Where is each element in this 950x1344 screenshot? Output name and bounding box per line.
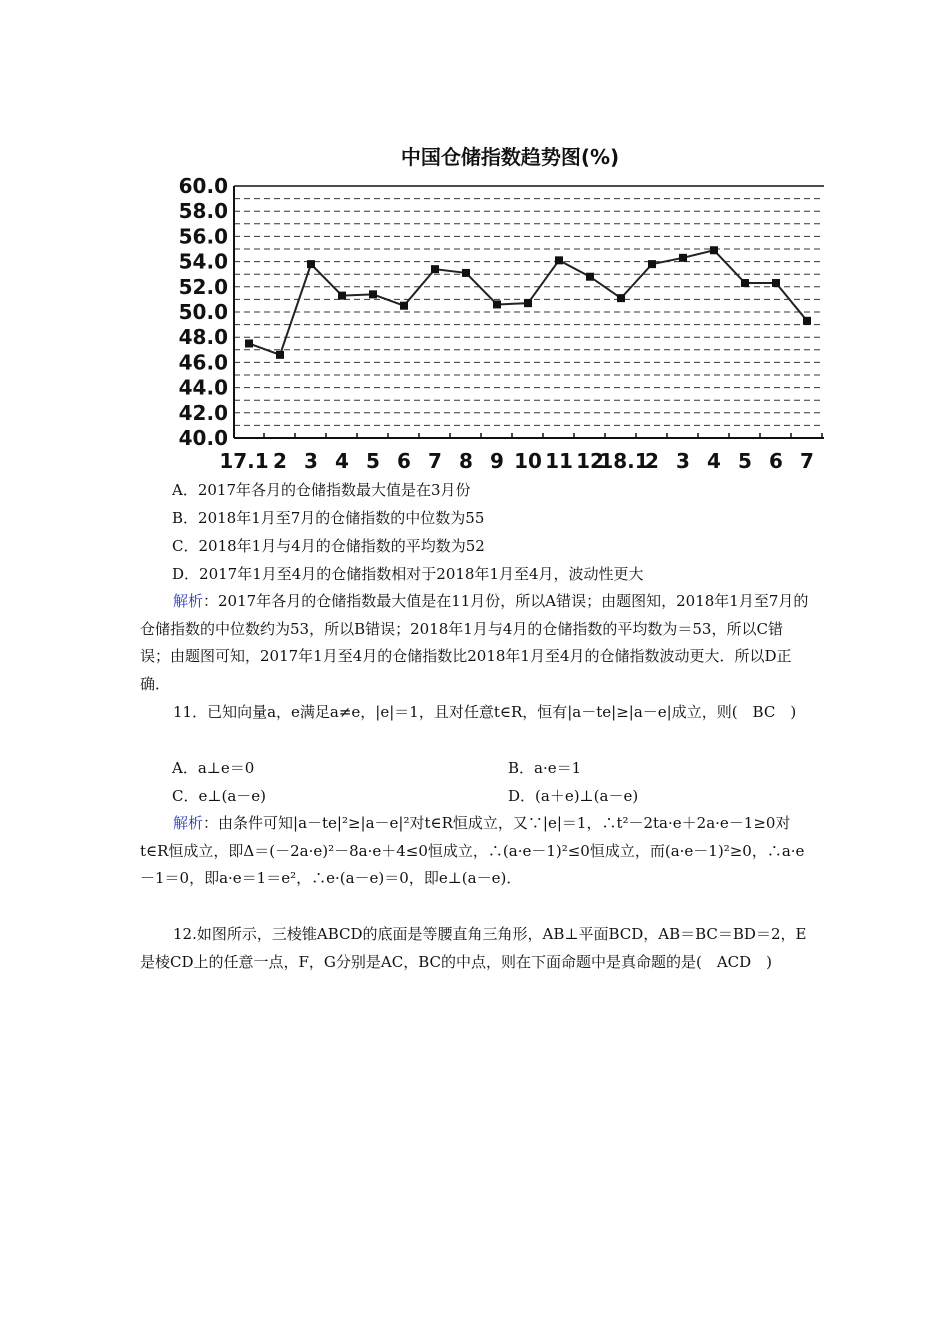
y-tick-label: 58.0	[178, 199, 228, 224]
data-point	[462, 269, 470, 277]
q11-option-c: C．e⊥(a－e)	[172, 787, 266, 805]
y-tick-label: 44.0	[178, 375, 228, 400]
y-tick-label: 52.0	[178, 274, 228, 299]
data-point	[679, 254, 687, 262]
x-tick-label: 9	[490, 449, 504, 473]
data-point	[710, 246, 718, 254]
data-point	[524, 299, 532, 307]
question-11: 11．已知向量a，e满足a≠e，|e|＝1，且对任意t∈R，恒有|a－te|≥|a－e|成立，则( BC )	[173, 703, 797, 721]
data-point	[803, 317, 811, 325]
x-tick-label: 7	[428, 449, 442, 473]
data-point	[431, 265, 439, 273]
y-tick-label: 54.0	[178, 249, 228, 274]
solution-11-text: ：由条件可知|a－te|²≥|a－e|²对t∈R恒成立，又∵|e|＝1，∴t²－2ta·e＋2a·e－1≥0对t∈R恒成立，即Δ＝(－2a·e)²－8a·e＋4≤0恒成立，∴(a·e－1)²≤0恒成立，而(a·e－1)²≥0，∴a·e－1＝0，即a·e＝1＝e²，∴e·(a－e)＝0，即e⊥(a－e)．	[140, 814, 805, 887]
x-tick-label: 5	[738, 449, 752, 473]
option-d: D．2017年1月至4月的仓储指数相对于2018年1月至4月，波动性更大	[172, 565, 644, 583]
x-tick-label: 6	[397, 449, 411, 473]
data-point	[307, 260, 315, 268]
y-tick-label: 48.0	[178, 325, 228, 350]
data-point	[276, 351, 284, 359]
data-point	[648, 260, 656, 268]
solution-label: 解析	[173, 592, 204, 610]
question-12: 12.如图所示，三棱锥ABCD的底面是等腰直角三角形，AB⊥平面BCD，AB＝BC＝BD＝2，E是棱CD上的任意一点，F，G分别是AC，BC的中点，则在下面命题中是真命题的是( ACD )	[140, 925, 807, 971]
x-tick-label: 11	[545, 449, 573, 473]
x-tick-label: 17.1	[219, 449, 269, 473]
y-tick-label: 50.0	[178, 300, 228, 324]
x-tick-label: 2	[645, 449, 659, 473]
x-tick-label: 5	[366, 449, 380, 473]
q11-option-b: B．a·e＝1	[508, 759, 582, 777]
x-tick-label: 12	[576, 449, 604, 473]
y-tick-label: 60.0	[178, 174, 228, 198]
x-tick-label: 4	[707, 449, 721, 473]
x-tick-label: 7	[800, 449, 814, 473]
data-point	[338, 292, 346, 300]
x-tick-label: 3	[304, 449, 318, 473]
y-tick-label: 42.0	[178, 400, 228, 425]
x-tick-label: 10	[514, 449, 542, 473]
option-a: A．2017年各月的仓储指数最大值是在3月份	[172, 481, 471, 499]
option-c: C．2018年1月与4月的仓储指数的平均数为52	[172, 537, 485, 555]
data-point	[400, 302, 408, 310]
q11-option-d: D．(a＋e)⊥(a－e)	[508, 787, 639, 805]
data-point	[369, 290, 377, 298]
y-tick-label: 46.0	[178, 350, 228, 375]
x-tick-label: 2	[273, 449, 287, 473]
data-point	[772, 279, 780, 287]
data-point	[555, 256, 563, 264]
y-tick-label: 56.0	[178, 224, 228, 249]
option-b: B．2018年1月至7月的仓储指数的中位数为55	[172, 509, 485, 527]
data-point	[245, 340, 253, 348]
x-tick-labels	[219, 449, 814, 473]
x-tick-label: 8	[459, 449, 473, 473]
data-point	[741, 279, 749, 287]
solution-10-text: ：2017年各月的仓储指数最大值是在11月份，所以A错误；由题图知，2018年1月至7月的仓储指数的中位数约为53，所以B错误；2018年1月与4月的仓储指数的平均数为＝53，所以C错误；由题图可知，2017年1月至4月的仓储指数比2018年1月至4月的仓储指数波动更大．所以D正确．	[140, 592, 809, 693]
chart-title: 中国仓储指数趋势图(%)	[400, 145, 620, 169]
x-tick-label: 4	[335, 449, 349, 473]
warehouse-index-chart	[0, 0, 950, 480]
data-point	[493, 300, 501, 308]
solution-10	[140, 588, 812, 698]
y-tick-labels	[179, 174, 228, 450]
x-tick-label: 18.1	[599, 449, 649, 473]
data-point	[586, 273, 594, 281]
q11-option-a: A．a⊥e＝0	[172, 759, 255, 777]
y-tick-label: 40.0	[178, 426, 228, 450]
solution-11	[140, 810, 812, 893]
data-point	[617, 294, 625, 302]
x-tick-label: 6	[769, 449, 783, 473]
solution-label: 解析	[173, 814, 204, 832]
x-tick-label: 3	[676, 449, 690, 473]
